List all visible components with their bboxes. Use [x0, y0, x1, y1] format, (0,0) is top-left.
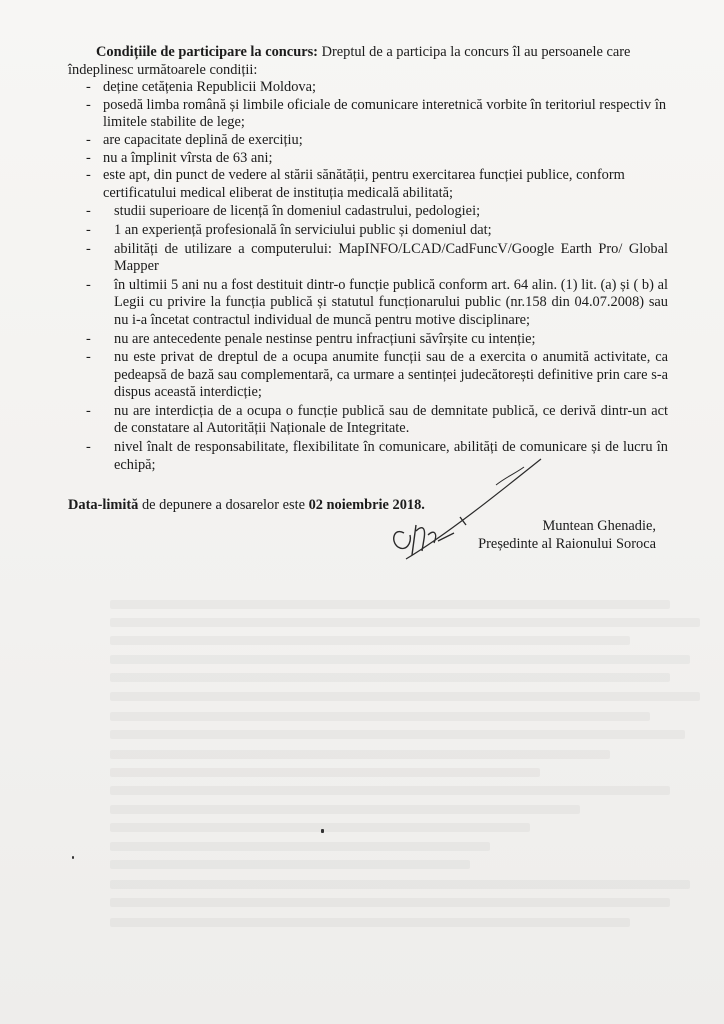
- deadline-text: de depunere a dosarelor este: [138, 497, 309, 514]
- dash-bullet-icon: -: [86, 221, 91, 238]
- list-item-text: posedă limba română și limbile oficiale de comunicare interetnică vorbite în teritoriul respectiv în limitele stabilite de lege;: [103, 96, 667, 131]
- list-item: [86, 331, 668, 349]
- list-item: [86, 277, 668, 330]
- list-item: - este apt, din punct de vedere al stării sănătății, pentru exercitarea funcției publice, conform certificatului medical eliberat de instituția medicală abilitată;: [86, 167, 625, 201]
- dash-bullet-icon: -: [86, 349, 91, 366]
- dash-bullet-icon: -: [86, 439, 91, 456]
- deadline-label: Data-limită: [68, 497, 139, 514]
- scan-speck: [72, 856, 74, 859]
- dash-bullet-icon: -: [86, 240, 91, 257]
- scan-speck: [321, 829, 324, 833]
- signature-block: [478, 517, 656, 553]
- list-item-text: nu are interdicția de a ocupa o funcție publică sau de demnitate publică, ce derivă dintr-un act de constatare al Autorității Naționale de Integritate.: [114, 402, 668, 437]
- conditions-intro-text: Dreptul de a participa la concurs îl au persoanele care îndeplinesc următoarele condiții:: [68, 44, 631, 78]
- dash-bullet-icon: -: [86, 203, 91, 220]
- list-item-text: nu este privat de dreptul de a ocupa anumite funcții sau de a exercita o anumită activitate, ca pedeapsă de bază sau complementară, ca urmare a sentinței judecătorești definitive prin care s-a dispus această interdicție;: [114, 349, 668, 401]
- list-item: - nu a împlinit vîrsta de 63 ani;: [86, 149, 273, 166]
- list-item: [86, 403, 668, 438]
- list-item-text: are capacitate deplină de exercițiu;: [103, 131, 303, 148]
- list-item: [86, 241, 668, 276]
- list-item-text: 1 an experiență profesională în serviciului public și domeniul dat;: [114, 221, 492, 238]
- deadline-line: [68, 497, 668, 515]
- list-item: - are capacitate deplină de exercițiu;: [86, 131, 303, 148]
- list-item-text: studii superioare de licență în domeniul cadastrului, pedologiei;: [114, 203, 481, 220]
- list-item: - posedă limba română și limbile oficiale de comunicare interetnică vorbite în teritoriul respectiv în limitele stabilite de lege;: [86, 96, 667, 131]
- bullet-list: [68, 203, 668, 474]
- list-item-text: în ultimii 5 ani nu a fost destituit dintr-o funcție publică conform art. 64 alin. (1) lit. (a) și ( b) al Legii cu privire la funcția publică și statutul funcționarului public (nr.158 din 04.07.2008) sau nu i-a încetat contractul individual de muncă pentru motive disciplinare;: [114, 276, 668, 328]
- dash-bullet-icon: -: [86, 276, 91, 293]
- document-body: [68, 44, 668, 515]
- dash-bullet-icon: -: [86, 330, 91, 347]
- list-item-text: deține cetățenia Republicii Moldova;: [103, 79, 316, 96]
- list-item-text: nu a împlinit vîrsta de 63 ani;: [103, 149, 273, 166]
- signer-name: Muntean Ghenadie,: [542, 518, 656, 534]
- list-item-text: abilități de utilizare a computerului: MapINFO/LCAD/CadFuncV/Google Earth Pro/ Global Mapper: [114, 240, 668, 275]
- signer-title: Președinte al Raionului Soroca: [478, 536, 656, 552]
- deadline-date: 02 noiembrie 2018.: [308, 497, 425, 514]
- conditions-heading: Condițiile de participare la concurs:: [96, 44, 318, 60]
- list-item-text: nivel înalt de responsabilitate, flexibilitate în comunicare, abilități de comunicare și de lucru în echipă;: [114, 439, 668, 473]
- conditions-intro: [68, 44, 668, 79]
- dash-bullet-icon: -: [86, 402, 91, 419]
- list-item: [86, 222, 668, 240]
- list-item: [86, 349, 668, 402]
- list-item: [86, 203, 668, 221]
- list-item: - deține cetățenia Republicii Moldova;: [86, 79, 316, 96]
- list-item-text: este apt, din punct de vedere al stării sănătății, pentru exercitarea funcției publice, conform certificatului medical eliberat de instituția medicală abilitată;: [103, 167, 625, 201]
- dash-list: [68, 79, 668, 202]
- list-item-text: nu are antecedente penale nestinse pentru infracțiuni săvîrșite cu intenție;: [114, 330, 536, 347]
